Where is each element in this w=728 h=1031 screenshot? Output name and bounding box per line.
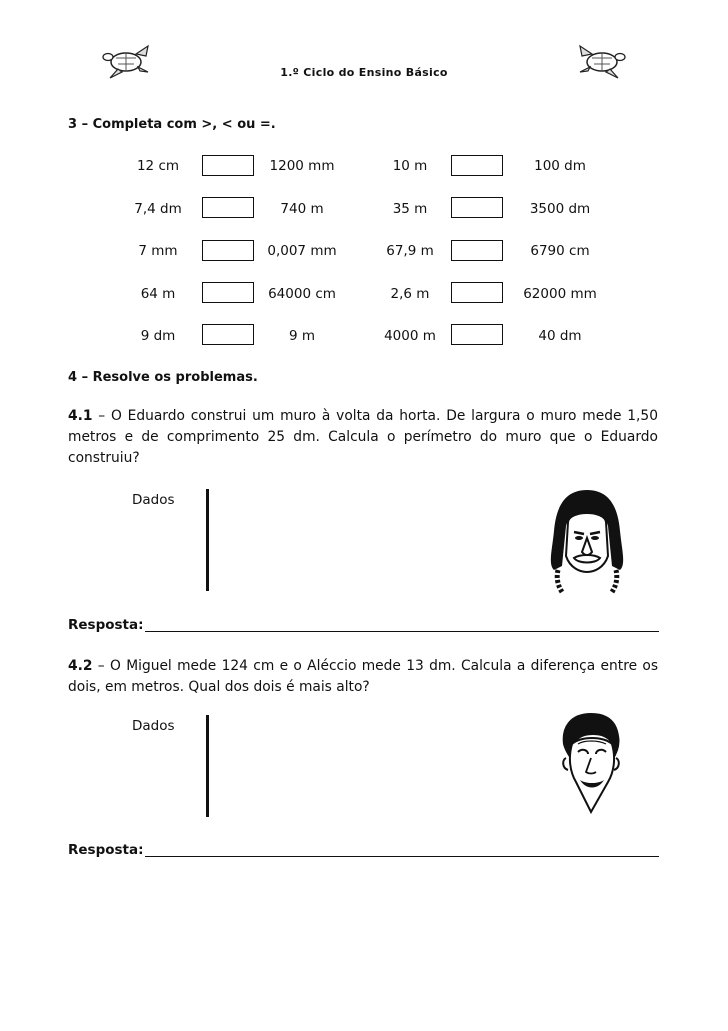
exercise-3-heading: 3 – Completa com >, < ou =. bbox=[68, 117, 276, 132]
page-header-title: 1.º Ciclo do Ensino Básico bbox=[280, 66, 448, 79]
comparison-answer-box[interactable] bbox=[202, 240, 254, 261]
problem-4-2-statement bbox=[68, 656, 658, 698]
left-value: 9 dm bbox=[140, 328, 176, 344]
divider-line bbox=[206, 489, 209, 591]
comparison-answer-box[interactable] bbox=[202, 155, 254, 176]
right-value: 64000 cm bbox=[268, 286, 336, 302]
left-value: 64 m bbox=[140, 286, 176, 302]
left-value: 35 m bbox=[392, 201, 428, 217]
problem-number: 4.1 bbox=[68, 408, 93, 424]
answer-line[interactable] bbox=[145, 631, 659, 632]
exercise-4-heading: 4 – Resolve os problemas. bbox=[68, 370, 258, 385]
left-value: 7 mm bbox=[138, 243, 178, 259]
data-label: Dados bbox=[132, 492, 175, 508]
right-value: 0,007 mm bbox=[267, 243, 337, 259]
comparison-answer-box[interactable] bbox=[451, 240, 503, 261]
right-value: 3500 dm bbox=[529, 201, 591, 217]
problem-text: O Eduardo construi um muro à volta da horta. De largura o muro mede 1,50 metros e de comprimento 25 dm. Calcula o perímetro do muro que o Eduardo construiu? bbox=[68, 408, 658, 466]
comparison-answer-box[interactable] bbox=[451, 324, 503, 345]
answer-label: Resposta: bbox=[68, 617, 144, 633]
problem-dash: – bbox=[92, 658, 111, 674]
problem-number: 4.2 bbox=[68, 658, 93, 674]
right-value: 62000 mm bbox=[523, 286, 597, 302]
answer-line[interactable] bbox=[145, 856, 659, 857]
right-value: 9 m bbox=[288, 328, 316, 344]
turtle-icon bbox=[572, 42, 632, 82]
data-work-area[interactable] bbox=[210, 489, 530, 591]
left-value: 67,9 m bbox=[386, 243, 434, 259]
data-label: Dados bbox=[132, 718, 175, 734]
problem-text: O Miguel mede 124 cm e o Aléccio mede 13 dm. Calcula a diferença entre os dois, em metros. Qual dos dois é mais alto? bbox=[68, 658, 659, 695]
right-value: 100 dm bbox=[534, 158, 586, 174]
smiling-man-face-icon bbox=[556, 710, 626, 818]
left-value: 4000 m bbox=[384, 328, 436, 344]
right-value: 6790 cm bbox=[530, 243, 590, 259]
comparison-answer-box[interactable] bbox=[451, 155, 503, 176]
problem-dash: – bbox=[92, 408, 111, 424]
comparison-answer-box[interactable] bbox=[451, 197, 503, 218]
divider-line bbox=[206, 715, 209, 817]
left-value: 10 m bbox=[392, 158, 428, 174]
left-value: 7,4 dm bbox=[134, 201, 182, 217]
left-value: 2,6 m bbox=[390, 286, 430, 302]
left-value: 12 cm bbox=[136, 158, 180, 174]
answer-label: Resposta: bbox=[68, 842, 144, 858]
comparison-answer-box[interactable] bbox=[202, 197, 254, 218]
right-value: 740 m bbox=[280, 201, 324, 217]
problem-4-1-statement bbox=[68, 406, 658, 469]
data-work-area[interactable] bbox=[210, 715, 530, 817]
comparison-answer-box[interactable] bbox=[451, 282, 503, 303]
right-value: 1200 mm bbox=[269, 158, 335, 174]
right-value: 40 dm bbox=[538, 328, 582, 344]
comparison-answer-box[interactable] bbox=[202, 282, 254, 303]
old-man-face-icon bbox=[542, 486, 632, 596]
comparison-answer-box[interactable] bbox=[202, 324, 254, 345]
